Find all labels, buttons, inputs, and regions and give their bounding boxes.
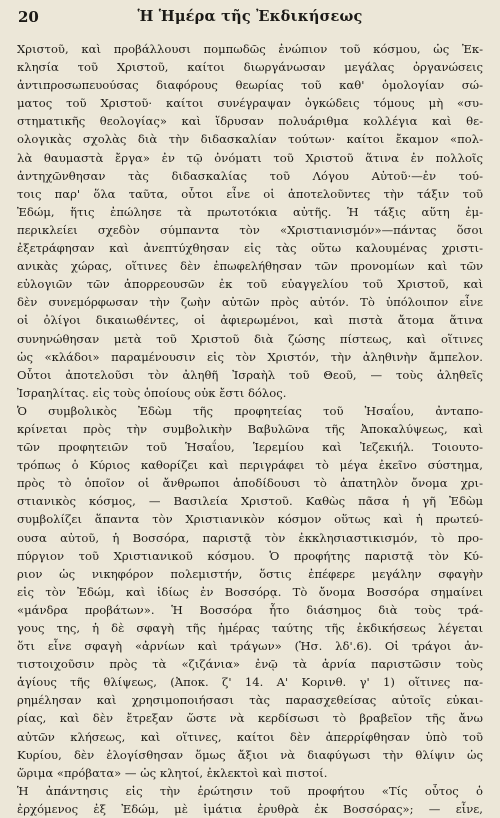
text-line: τρόπως ὁ Κύριος καθορίζει καὶ περιγράφει τὸ μέγα ἐκεῖνο σύστημα, bbox=[17, 458, 483, 473]
text-line: στηματικῆς θεολογίας» καὶ ἵδρυσαν πολυάριθμα κολλέγια καὶ θε- bbox=[17, 114, 483, 129]
running-title: Ἡ Ἡμέρα τῆς Ἐκδικήσεως bbox=[137, 8, 363, 25]
text-line: ανικὰς χώρας, οἵτινες δὲν ἐπωφελήθησαν τῶν προνομίων καὶ τῶν bbox=[17, 259, 483, 274]
text-line: τῶν προφητειῶν τοῦ Ἡσαΐου, Ἱερεμίου καὶ Ἰεζεκιήλ. Τοιουτο- bbox=[17, 440, 483, 455]
text-line: πύργιον τοῦ Χριστιανικοῦ κόσμου. Ὁ προφήτης παριστᾷ τὸν Κύ- bbox=[17, 548, 483, 563]
text-line: τοις παρ' ὅλα ταῦτα, οὗτοι εἶνε οἱ ἀποτελοῦντες τὴν τάξιν τοῦ bbox=[17, 186, 483, 201]
text-line: ὅτι εἶνε σφαγὴ «ἀρνίων καὶ τράγων» (Ἡσ. λδ'.6). Οἱ τράγοι ἀν- bbox=[17, 639, 483, 654]
text-line: ὡς «κλάδοι» παραμένουσιν εἰς τὸν Χριστόν, τὴν ἀληθινὴν ἄμπελον. bbox=[17, 349, 483, 364]
text-line: περικλείει σχεδὸν σύμπαντα τὸν «Χριστιανισμόν»—πάντας ὅσοι bbox=[17, 222, 483, 237]
text-line: γους της, ἡ δὲ σφαγὴ τῆς ἡμέρας ταύτης τῆς ἐκδικήσεως λέγεται bbox=[17, 621, 483, 635]
text-line: ἐξετράφησαν καὶ ἀνεπτύχθησαν εἰς τὰς οὕτω καλουμένας χριστι- bbox=[17, 241, 483, 256]
text-line: ρίας, καὶ δὲν ἔτρεξαν ὥστε νὰ κερδίσωσι τὸ βραβεῖον τῆς ἄνω bbox=[17, 711, 483, 726]
text-line: ολογικὰς σχολὰς διὰ τὴν διδασκαλίαν τούτων· καίτοι ἔκαμον «πολ- bbox=[17, 132, 483, 147]
text-line: «μάνδρα προβάτων». Ἡ Βοσσόρα ἦτο διάσημος διὰ τοὺς τρά- bbox=[17, 602, 483, 617]
text-line: Ἡ ἀπάντησις εἰς τὴν ἐρώτησιν τοῦ προφήτου «Τίς οὗτος ὁ bbox=[17, 783, 483, 798]
text-line: συμβολίζει ἅπαντα τὸν Χριστιανικὸν κόσμον οὕτως καὶ ἡ πρωτεύ- bbox=[17, 512, 483, 527]
body-text bbox=[17, 40, 483, 818]
text-line: Χριστοῦ, καὶ προβάλλουσι πομπωδῶς ἐνώπιον τοῦ κόσμου, ὡς Ἐκ- bbox=[17, 42, 483, 56]
text-line: Ὁ συμβολικὸς Ἐδὼμ τῆς προφητείας τοῦ Ἡσαΐου, ἀνταπο- bbox=[17, 403, 483, 418]
text-line: Κυρίου, δὲν ἐλογίσθησαν ὅμως ἄξιοι νὰ διαφύγωσι τὴν θλίψιν ὡς bbox=[17, 747, 483, 762]
text-line: ἀντηχῶνθησαν τὰς διδασκαλίας τοῦ Λόγου Αὐτοῦ·—ἐν τού- bbox=[17, 168, 483, 183]
page-header bbox=[18, 8, 482, 30]
text-line: κρίνεται πρὸς τὴν συμβολικὴν Βαβυλῶνα τῆς Ἀποκαλύψεως, καὶ bbox=[17, 421, 483, 436]
page-number: 20 bbox=[18, 8, 39, 26]
text-line: οἱ ὀλίγοι δικαιωθέντες, οἱ ἀφιερωμένοι, καὶ πιστὰ ἄτομα ἅτινα bbox=[17, 313, 483, 328]
text-line: ὥριμα «πρόβατα» — ὡς κλητοί, ἐκλεκτοὶ καὶ πιστοί. bbox=[17, 765, 328, 780]
text-line: Οὗτοι ἀποτελοῦσι τὸν ἀληθῆ Ἰσραὴλ τοῦ Θεοῦ, — τοὺς ἀληθεῖς bbox=[17, 367, 483, 382]
text-line: εὐλογιῶν τῶν ἀπορρεουσῶν ἐκ τοῦ εὐαγγελίου τοῦ Χριστοῦ, καὶ bbox=[17, 277, 483, 292]
text-line: τιστοιχοῦσιν πρὸς τὰ «ζιζάνια» ἐνῷ τὰ ἀρνία παριστῶσιν τοὺς bbox=[17, 657, 483, 672]
text-line: στιανικὸς κόσμος, — Βασιλεία Χριστοῦ. Καθὼς πᾶσα ἡ γῆ Ἐδὼμ bbox=[17, 494, 483, 509]
text-line: ἐρχόμενος ἐξ Ἐδώμ, μὲ ἱμάτια ἐρυθρὰ ἐκ Βοσσόρας»; — εἶνε, bbox=[17, 801, 483, 816]
text-line: εἰς τὸν Ἐδώμ, καὶ ἰδίως ἐν Βοσσόρᾳ. Τὸ ὄνομα Βοσσόρα σημαίνει bbox=[17, 584, 483, 599]
text-line: συνηνώθησαν μετὰ τοῦ Χριστοῦ διὰ ζώσης πίστεως, καὶ οἵτινες bbox=[17, 331, 483, 346]
text-line: Ἐδώμ, ἥτις ἐπώλησε τὰ πρωτοτόκια αὐτῆς. Ἡ τάξις αὕτη ἐμ- bbox=[17, 204, 483, 219]
text-line: ρημέλησαν καὶ χρησιμοποιήσασι τὰς παρασχεθείσας αὐτοῖς εὐκαι- bbox=[17, 693, 483, 708]
text-line: πρὸς τὸ ὁποῖον οἱ ἄνθρωποι ἀποδίδουσι τὸ ἀπατηλὸν ὄνομα χρι- bbox=[17, 476, 483, 491]
text-line: λὰ θαυμαστὰ ἔργα» ἐν τῷ ὀνόματι τοῦ Χριστοῦ ἅτινα ἐν πολλοῖς bbox=[17, 150, 483, 165]
text-line: ουσα αὐτοῦ, ἡ Βοσσόρα, παριστᾷ τὸν ἐκκλησιαστικισμόν, τὸ προ- bbox=[17, 530, 483, 545]
text-line: Ἰσραηλίτας. εἰς τοὺς ὁποίους οὐκ ἔστι δόλος. bbox=[17, 385, 287, 400]
text-line: ριον ὡς νικηφόρον πολεμιστήν, ὅστις ἐπέφερε μεγάλην σφαγὴν bbox=[17, 566, 483, 581]
text-line: κλησία τοῦ Χριστοῦ, καίτοι διωργάνωσαν μεγάλας ὀργανώσεις bbox=[17, 60, 483, 75]
text-line: ἁγίους τῆς θλίψεως, (Ἀποκ. ζ' 14. Α' Κορινθ. γ' 1) οἵτινες πα- bbox=[17, 675, 483, 690]
text-line: ματος τοῦ Χριστοῦ· καίτοι συνέγραψαν ὀγκώδεις τόμους μὴ «συ- bbox=[17, 96, 483, 111]
text-line: ἀντιπροσωπευούσας διαφόρους θεωρίας τοῦ καθ' ὁμολογίαν σώ- bbox=[17, 78, 483, 93]
text-line: αὐτῶν κλήσεως, καὶ οἵτινες, καίτοι δὲν ἀπερρίφθησαν ὑπὸ τοῦ bbox=[17, 729, 483, 744]
text-line: δὲν συνεμόρφωσαν τὴν ζωὴν αὐτῶν πρὸς αὐτόν. Τὸ ὑπόλοιπον εἶνε bbox=[17, 295, 483, 310]
